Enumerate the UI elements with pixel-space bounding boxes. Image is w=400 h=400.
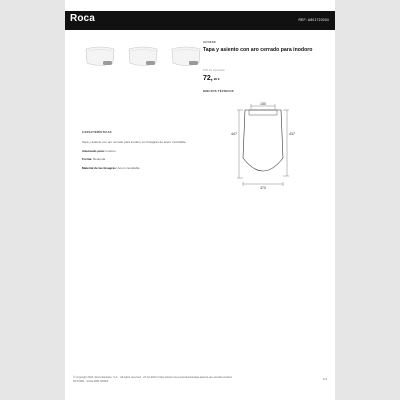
dim-right-height: 437 [289,132,295,136]
dim-top-width: 150 [260,102,266,106]
price-value: 72, [203,75,213,82]
technical-drawing [203,100,323,195]
page-number: 1/1 [322,377,327,381]
product-reference: REF: A801720004 [298,18,329,22]
feature-value: Redonda [93,157,106,162]
header-bar [65,11,335,30]
price-label: PVP sin impuestos [203,69,225,72]
brand-logo: Roca [70,13,95,24]
feature-value: Acero inoxidable [117,165,140,170]
feature-value: Inodoro [105,148,116,153]
feature-label: Forma: [82,157,93,162]
feature-label: Adecuado para: [82,148,105,153]
features-list [82,140,194,174]
footer-copyright: © Copyright 2022, Roca Sanitario, S.A. · All rights reserved · 27-10-2022 | https://www.roca.es/productos/tapa-asiento-aro-cerrado-inodoro [73,376,233,379]
hinge-outline [249,110,277,115]
dim-bottom-width: 370 [260,186,266,190]
seat-outline [243,110,283,171]
product-title: Tapa y asiento con aro cerrado para inodoro [203,47,313,53]
product-thumbnail[interactable] [169,43,203,71]
footer-reference: RCT21BL · Ficha A801720004 [73,379,109,383]
spec-sheet [65,0,335,400]
feature-row [82,166,194,171]
dim-left-height: 447 [231,132,237,136]
features-description: Tapa y asiento con aro cerrado para inodoro con bisagras de acero inoxidable. [82,140,187,144]
product-thumbnails [83,43,203,71]
product-price [203,75,220,82]
product-thumbnail[interactable] [126,43,160,71]
product-category: ACCESS [203,40,216,44]
page-footer [73,376,273,384]
product-thumbnail[interactable] [83,43,117,71]
drawings-title: DIBUJOS TÉCNICOS [203,89,234,93]
feature-row [82,149,194,154]
price-decimals: 90 € [213,77,220,81]
feature-label: Material de las bisagras: [82,165,117,170]
feature-row [82,157,194,162]
features-title: CARACTERÍSTICAS [82,130,112,134]
